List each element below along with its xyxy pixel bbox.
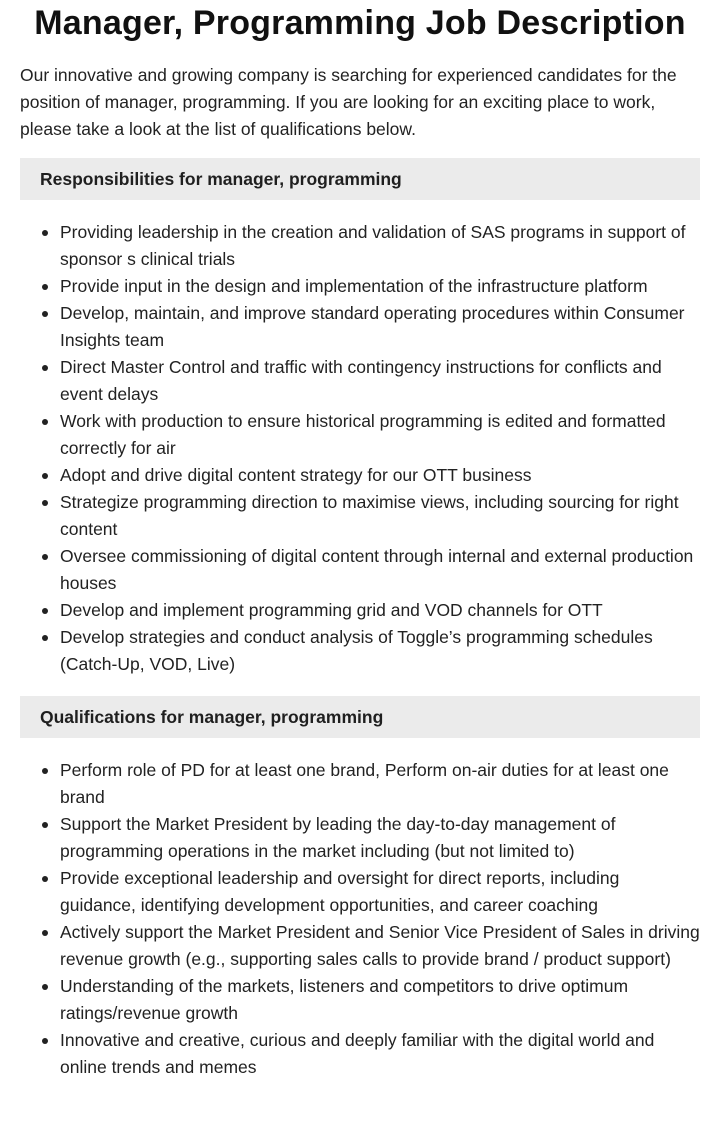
qualifications-heading: Qualifications for manager, programming (20, 696, 700, 738)
list-item-text: Strategize programming direction to maximise views, including sourcing for right content (60, 492, 679, 539)
bullet-icon (42, 768, 48, 774)
bullet-icon (42, 1038, 48, 1044)
bullet-icon (42, 930, 48, 936)
bullet-icon (42, 635, 48, 641)
bullet-icon (42, 608, 48, 614)
list-item-text: Provide exceptional leadership and oversight for direct reports, including guidance, identifying development opportunities, and career coaching (60, 868, 620, 915)
intro-paragraph: Our innovative and growing company is searching for experienced candidates for the position of manager, programming. If you are looking for an exciting place to work, please take a look at the list of qualifications below. (20, 65, 677, 139)
list-item (60, 354, 700, 408)
bullet-icon (42, 311, 48, 317)
list-item (60, 462, 700, 489)
list-item-text: Work with production to ensure historical programming is edited and formatted correctly for air (60, 411, 666, 458)
list-item-text: Adopt and drive digital content strategy for our OTT business (60, 465, 532, 485)
list-item-text: Develop strategies and conduct analysis of Toggle’s programming schedules (Catch-Up, VOD, Live) (60, 627, 653, 674)
list-item (60, 919, 700, 973)
bullet-icon (42, 419, 48, 425)
list-item (60, 865, 700, 919)
list-item-text: Oversee commissioning of digital content through internal and external production houses (60, 546, 694, 593)
list-item-text: Support the Market President by leading the day-to-day management of programming operations in the market including (but not limited to) (60, 814, 616, 861)
list-item-text: Provide input in the design and implementation of the infrastructure platform (60, 276, 648, 296)
bullet-icon (42, 984, 48, 990)
list-item-text: Develop and implement programming grid and VOD channels for OTT (60, 600, 603, 620)
list-item (60, 624, 700, 678)
list-item (60, 597, 700, 624)
list-item (60, 300, 700, 354)
list-item-text: Actively support the Market President and Senior Vice President of Sales in driving revenue growth (e.g., supporting sales calls to provide brand / product support) (60, 922, 700, 969)
list-item-text: Providing leadership in the creation and validation of SAS programs in support of sponsor s clinical trials (60, 222, 686, 269)
responsibilities-list (20, 219, 700, 678)
list-item-text: Innovative and creative, curious and deeply familiar with the digital world and online trends and memes (60, 1030, 655, 1077)
bullet-icon (42, 554, 48, 560)
list-item-text: Perform role of PD for at least one brand, Perform on-air duties for at least one brand (60, 760, 669, 807)
list-item-text: Understanding of the markets, listeners and competitors to drive optimum ratings/revenue growth (60, 976, 629, 1023)
responsibilities-heading: Responsibilities for manager, programming (20, 158, 700, 200)
list-item (60, 543, 700, 597)
list-item (60, 489, 700, 543)
bullet-icon (42, 876, 48, 882)
bullet-icon (42, 365, 48, 371)
page-title: Manager, Programming Job Description (34, 4, 686, 42)
bullet-icon (42, 230, 48, 236)
list-item-text: Develop, maintain, and improve standard operating procedures within Consumer Insights team (60, 303, 685, 350)
bullet-icon (42, 822, 48, 828)
bullet-icon (42, 473, 48, 479)
list-item (60, 1027, 700, 1081)
bullet-icon (42, 284, 48, 290)
list-item (60, 811, 700, 865)
list-item (60, 757, 700, 811)
qualifications-list (20, 757, 700, 1081)
list-item (60, 408, 700, 462)
list-item (60, 219, 700, 273)
list-item (60, 973, 700, 1027)
list-item (60, 273, 700, 300)
list-item-text: Direct Master Control and traffic with contingency instructions for conflicts and event delays (60, 357, 662, 404)
bullet-icon (42, 500, 48, 506)
